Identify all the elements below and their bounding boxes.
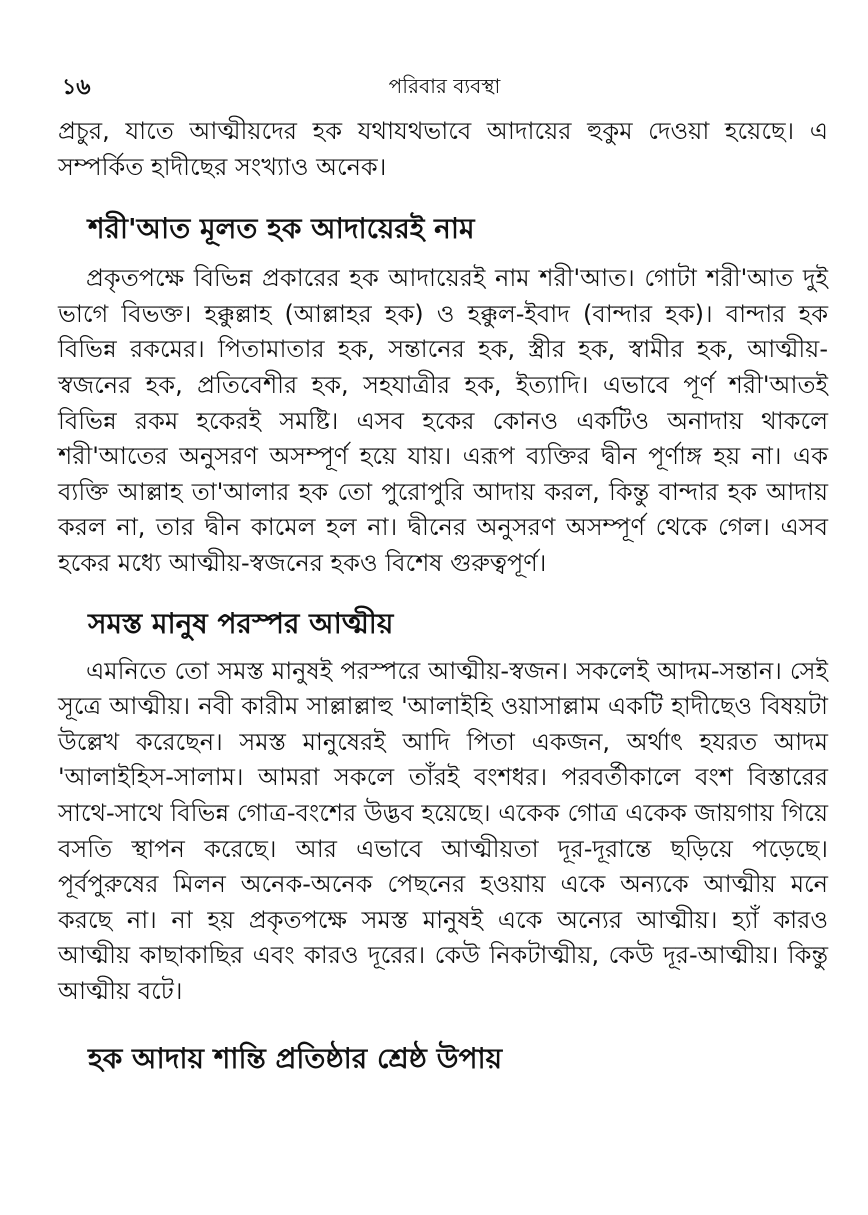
section-body-all-people-related: এমনিতে তো সমস্ত মানুষই পরস্পরে আত্মীয়-স্বজন। সকলেই আদম-সন্তান। সেই সূত্রে আত্মীয়। নবী কারীম সাল্লাল্লাহু 'আলাইহি ওয়াসাল্লাম একটি হাদীছেও বিষয়টা উল্লেখ করেছেন। সমস্ত মানুষেরই আদি পিতা একজন, অর্থাৎ হযরত আদম 'আলাইহিস-সালাম। আমরা সকলে তাঁরই বংশধর। পরবর্তীকালে বংশ বিস্তারের সাথে-সাথে বিভিন্ন গোত্র-বংশের উদ্ভব হয়েছে। একেক গোত্র একেক জায়গায় গিয়ে বসতি স্থাপন করেছে। আর এভাবে আত্মীয়তা দূর-দূরান্তে ছড়িয়ে পড়েছে। পূর্বপুরুষের মিলন অনেক-অনেক পেছনের হওয়ায় একে অন্যকে আত্মীয় মনে করছে না। না হয় প্রকৃতপক্ষে সমস্ত মানুষই একে অন্যের আত্মীয়। হ্যাঁ কারও আত্মীয় কাছাকাছির এবং কারও দূরের। কেউ নিকটাত্মীয়, কেউ দূর-আত্মীয়। কিন্তু আত্মীয় বটে। [58, 656, 828, 1005]
section-heading-shariah: শরী'আত মূলত হক আদায়েরই নাম [88, 212, 475, 246]
page-content [58, 114, 828, 1079]
intro-paragraph: প্রচুর, যাতে আত্মীয়দের হক যথাযথভাবে আদায়ের হুকুম দেওয়া হয়েছে। এ সম্পর্কিত হাদীছের সংখ্যাও অনেক। [58, 117, 828, 181]
running-header [62, 70, 827, 110]
section-body-shariah: প্রকৃতপক্ষে বিভিন্ন প্রকারের হক আদায়েরই নাম শরী'আত। গোটা শরী'আত দুই ভাগে বিভক্ত। হক্কুল্লাহ (আল্লাহর হক) ও হক্কুল-ইবাদ (বান্দার হক)। বান্দার হক বিভিন্ন রকমের। পিতামাতার হক, সন্তানের হক, স্ত্রীর হক, স্বামীর হক, আত্মীয়-স্বজনের হক, প্রতিবেশীর হক, সহযাত্রীর হক, ইত্যাদি। এভাবে পূর্ণ শরী'আতই বিভিন্ন রকম হকেরই সমষ্টি। এসব হকের কোনও একটিও অনাদায় থাকলে শরী'আতের অনুসরণ অসম্পূর্ণ হয়ে যায়। এরূপ ব্যক্তির দ্বীন পূর্ণাঙ্গ হয় না। এক ব্যক্তি আল্লাহ তা'আলার হক তো পুরোপুরি আদায় করল, কিন্তু বান্দার হক আদায় করল না, তার দ্বীন কামেল হল না। দ্বীনের অনুসরণ অসম্পূর্ণ থেকে গেল। এসব হকের মধ্যে আত্মীয়-স্বজনের হকও বিশেষ গুরুত্বপূর্ণ। [58, 264, 828, 577]
section-heading-all-people-related: সমস্ত মানুষ পরস্পর আত্মীয় [88, 606, 394, 640]
page-number: ১৬ [62, 75, 91, 100]
book-title: পরিবার ব্যবস্থা [388, 74, 501, 98]
section-heading-peace: হক আদায় শান্তি প্রতিষ্ঠার শ্রেষ্ঠ উপায় [88, 1042, 503, 1076]
